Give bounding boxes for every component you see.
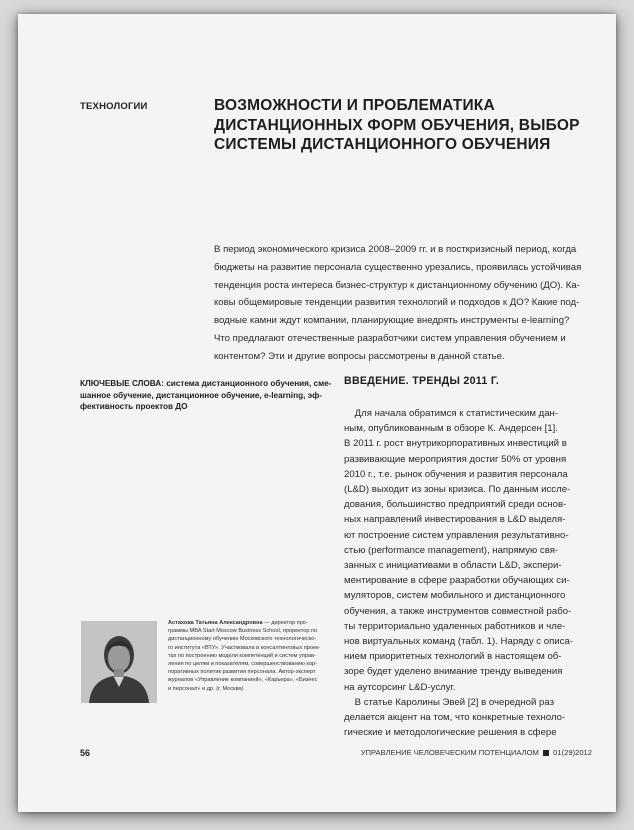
keywords-line: шанное обучение, дистанционное обучение, e-learning, эф-	[80, 390, 323, 400]
author-portrait-icon	[81, 621, 157, 703]
keywords-line: фективность проектов ДО	[80, 402, 188, 411]
body-line: гические и методологические решения в сфере	[344, 727, 557, 739]
body-line: ют построение систем управления результативно-	[344, 529, 569, 541]
abstract-line: контентом? Эти и другие вопросы рассмотрены в данной статье.	[214, 350, 505, 362]
footer-issue: 01(29)2012	[553, 748, 592, 757]
body-line: дования, большинство предприятий среди основ-	[344, 499, 567, 511]
body-line: (L&D) выходит из зоны кризиса. По данным иссле-	[344, 484, 571, 496]
body-line: развивающие мероприятия достиг 50% от уровня	[344, 453, 567, 465]
body-line: ментирование в сфере разработки обучающих си-	[344, 575, 570, 587]
keywords-line: КЛЮЧЕВЫЕ СЛОВА: система дистанционного обучения, сме-	[80, 379, 332, 388]
body-line: стью (performance management), напрямую свя-	[344, 544, 559, 556]
title-line: ДИСТАНЦИОННЫХ ФОРМ ОБУЧЕНИЯ, ВЫБОР	[214, 116, 580, 134]
title-line: СИСТЕМЫ ДИСТАНЦИОННОГО ОБУЧЕНИЯ	[214, 136, 551, 153]
author-photo	[81, 621, 157, 703]
body-line: В статье Каролины Эвей [2] в очередной раз	[344, 696, 555, 708]
section-label: ТЕХНОЛОГИИ	[80, 101, 148, 112]
author-name: Астахова Татьяна Александровна	[168, 620, 263, 626]
abstract-line: бюджеты на развитие персонала существенно урезались, проявилась устойчивая	[214, 261, 582, 273]
bio-line: журналов «Управление компанией», «Карьера», «Бизнес	[168, 677, 318, 684]
body-line: ты территориально удаленных работников и чле-	[344, 620, 566, 632]
author-bio	[168, 619, 328, 693]
body-line: ных направлений инвестирования в L&D выделя-	[344, 514, 566, 526]
body-line: нов виртуальных команд (табл. 1). Наряду с описа-	[344, 636, 573, 648]
body-line: обучения, а также инструментов совместной рабо-	[344, 605, 572, 617]
bio-first-line	[168, 619, 328, 627]
bio-line: ления по целям и показателям, совершенствованию кор-	[168, 661, 318, 668]
bio-line: дистанционному обучению Московского технологическо-	[168, 636, 317, 643]
bio-line: поративных политик развития персонала. Автор-эксперт	[168, 669, 316, 676]
bio-text: — директор про-	[262, 620, 308, 626]
body-line: Для начала обратимся к статистическим дан-	[344, 408, 559, 419]
body-line: ным, опубликованным в обзоре К. Андерсен [1].	[344, 423, 558, 435]
body-line: на аутсорсинг L&D-услуг.	[344, 681, 456, 693]
keywords-block	[80, 378, 330, 413]
journal-footer	[361, 748, 592, 757]
abstract-line: Что предлагают отечественные разработчики систем управления обучением и	[214, 332, 566, 344]
article-abstract	[214, 241, 594, 366]
bio-line: тах по построению модели компетенций и систем управ-	[168, 652, 316, 659]
intro-heading: ВВЕДЕНИЕ. ТРЕНДЫ 2011 Г.	[344, 375, 500, 387]
title-line: ВОЗМОЖНОСТИ И ПРОБЛЕМАТИКА	[214, 97, 495, 114]
footer-journal-name: УПРАВЛЕНИЕ ЧЕЛОВЕЧЕСКИМ ПОТЕНЦИАЛОМ	[360, 748, 539, 757]
bio-line: и персонал» и др. (г. Москва)	[168, 685, 244, 692]
journal-page	[18, 14, 616, 812]
abstract-line: тенденция роста интереса бизнес-структур к дистанционному обучению (ДО). Ка-	[214, 279, 580, 291]
body-line: занных с инициативами в области L&D, экспери-	[344, 560, 562, 572]
article-body	[344, 406, 594, 740]
body-line: муляторов, систем мобильного и дистанционного	[344, 590, 566, 602]
bio-line: граммы MBA Start Moscow Business School, проректор по	[168, 628, 318, 635]
body-line: зоре будет уделено внимание тренду выведения	[344, 666, 563, 678]
bio-line: го института «ВТУ». Участвовала в консалтинговых проек-	[168, 644, 321, 651]
page-number: 56	[80, 748, 91, 758]
abstract-line: В период экономического кризиса 2008–2009 гг. и в посткризисный период, когда	[214, 244, 577, 255]
abstract-line: водные камни ждут компании, планирующие внедрять инструменты e-learning?	[214, 315, 570, 327]
square-icon	[543, 750, 549, 756]
abstract-line: ковы общемировые тенденции развития технологий и подходов к ДО? Какие под-	[214, 297, 580, 309]
article-title	[214, 96, 594, 155]
body-line: В 2011 г. рост внутрикорпоративных инвестиций в	[344, 438, 567, 450]
body-line: делается акцент на том, что конкретные техноло-	[344, 712, 566, 724]
body-line: нием приоритетных технологий в настоящем об-	[344, 651, 562, 663]
body-line: 2010 г., т.е. рынок обучения и развития персонала	[344, 468, 568, 480]
